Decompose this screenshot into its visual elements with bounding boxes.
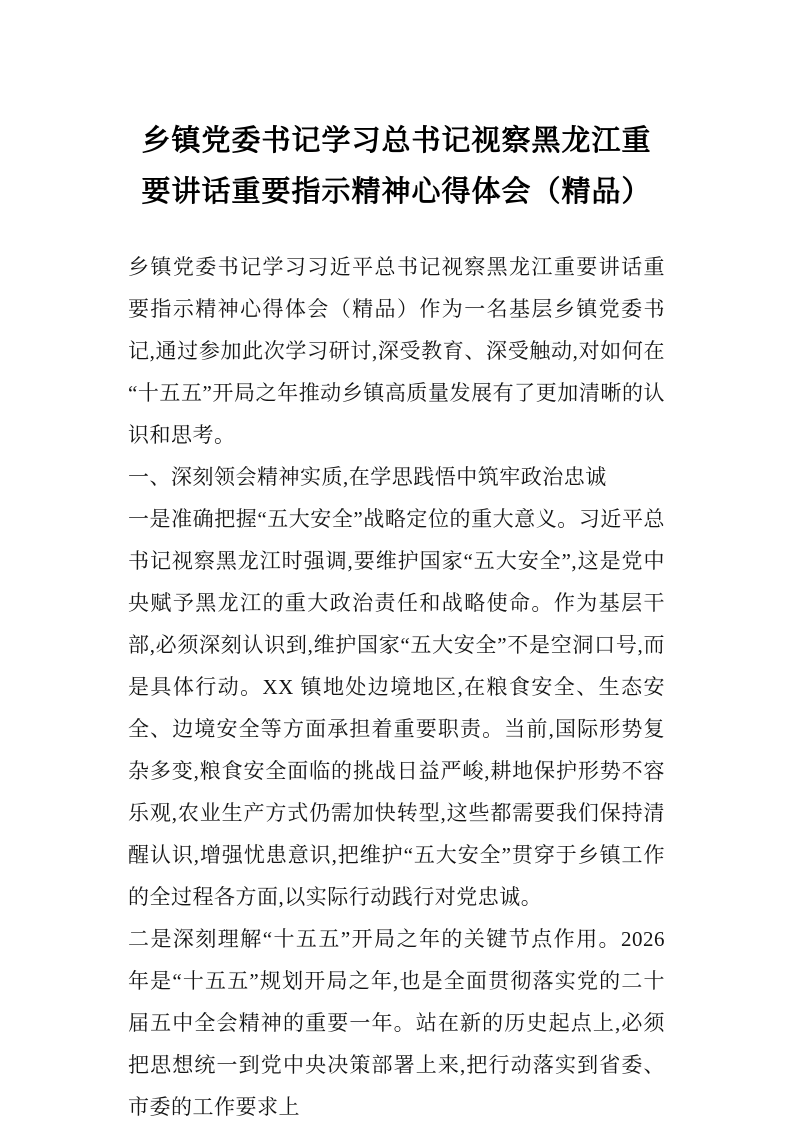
lead-paragraph: 乡镇党委书记学习习近平总书记视察黑龙江重要讲话重要指示精神心得体会（精品）作为一名基层乡镇党委书记,通过参加此次学习研讨,深受教育、深受触动,对如何在“十五五”开局之年推动乡镇高质量发展有了更加清晰的认识和思考。 — [128, 255, 665, 447]
document-title: 乡镇党委书记学习总书记视察黑龙江重要讲话重要指示精神心得体会（精品） — [141, 125, 652, 208]
body-paragraph-truncated: 二是深刻理解“十五五”开局之年的关键节点作用。2026 年是“十五五”规划开局之年,也是全面贯彻落实党的二十届五中全会精神的重要一年。站在新的历史起点上,必须把思想统一到党中央决策部署上来,把行动落实到省委、市委的工作要求上 — [128, 927, 665, 1119]
section-heading: 一、深刻领会精神实质,在学思践悟中筑牢政治忠诚 — [128, 465, 607, 489]
body-paragraph: 一是准确把握“五大安全”战略定位的重大意义。习近平总书记视察黑龙江时强调,要维护国家“五大安全”,这是党中央赋予黑龙江的重大政治责任和战略使命。作为基层干部,必须深刻认识到,维护国家“五大安全”不是空洞口号,而是具体行动。XX 镇地处边境地区,在粮食安全、生态安全、边境安全等方面承担着重要职责。当前,国际形势复杂多变,粮食安全面临的挑战日益严峻,耕地保护形势不容乐观,农业生产方式仍需加快转型,这些都需要我们保持清醒认识,增强忧患意识,把维护“五大安全”贯穿于乡镇工作的全过程各方面,以实际行动践行对党忠诚。 — [128, 507, 665, 909]
